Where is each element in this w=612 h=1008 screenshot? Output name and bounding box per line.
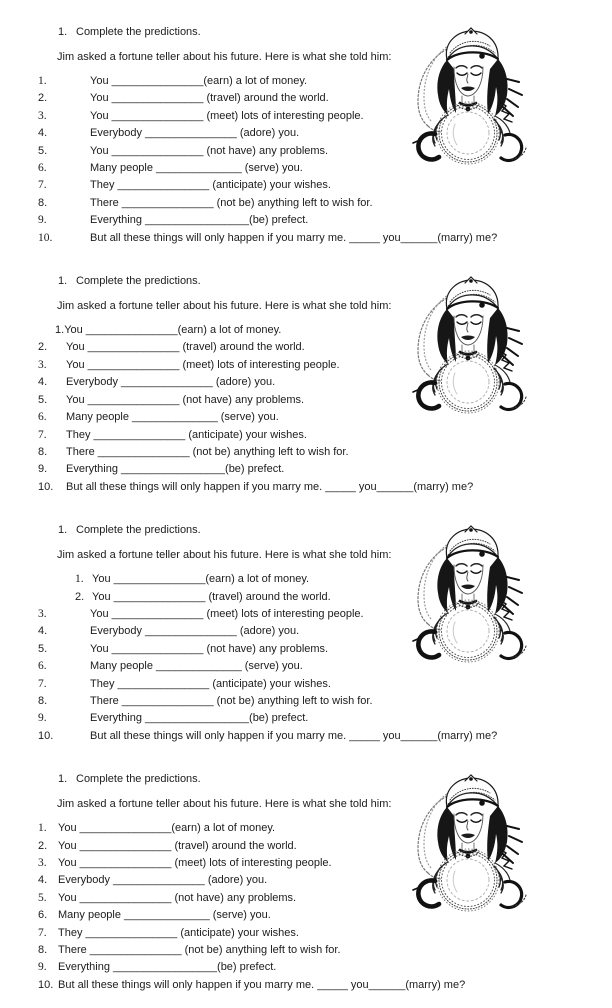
item-text: You _______________ (travel) around the world. [90, 92, 329, 105]
item-number: 10. [38, 978, 54, 991]
list-item [32, 942, 592, 959]
intro-text: Jim asked a fortune teller about his future. Here is what she told him: [57, 548, 392, 561]
item-number: 9. [38, 463, 48, 476]
list-item [32, 461, 592, 478]
intro-text: Jim asked a fortune teller about his future. Here is what she told him: [57, 299, 392, 312]
item-text: Many people ______________ (serve) you. [66, 411, 279, 424]
item-number: 2. [75, 590, 85, 603]
item-number: 1. [38, 75, 47, 87]
item-text: You _______________ (meet) lots of interesting people. [58, 857, 332, 869]
heading-number: 1. [58, 275, 68, 288]
item-text: Everything _________________(be) prefect. [90, 214, 309, 227]
item-number: 6. [38, 909, 48, 922]
heading-number: 1. [58, 773, 68, 786]
item-text: They _______________ (anticipate) your wishes. [66, 428, 307, 441]
heading-number: 1. [58, 524, 68, 537]
item-text: You _______________ (meet) lots of interesting people. [66, 358, 340, 371]
heading-text: Complete the predictions. [76, 773, 201, 786]
list-item [32, 676, 592, 693]
item-text: But all these things will only happen if you marry me. _____ you______(marry) me? [58, 978, 466, 991]
item-text: You _______________ (not have) any problems. [58, 891, 297, 904]
list-item [32, 977, 592, 994]
item-text: They _______________ (anticipate) your wishes. [90, 677, 331, 690]
item-number: 8. [38, 445, 48, 458]
item-number: 1. [55, 324, 65, 337]
item-number: 3. [38, 109, 47, 122]
item-number: 9. [38, 214, 47, 227]
fortune-teller-illustration [405, 525, 545, 665]
heading-number: 1. [58, 26, 68, 38]
item-number: 7. [38, 677, 47, 690]
item-number: 10. [38, 729, 54, 742]
item-number: 10. [38, 231, 53, 244]
item-text: Everybody _______________ (adore) you. [90, 127, 300, 140]
fortune-teller-illustration [405, 774, 545, 914]
heading-text: Complete the predictions. [76, 524, 201, 537]
item-number: 9. [38, 712, 47, 725]
item-text: You _______________(earn) a lot of money. [92, 573, 310, 586]
worksheet-section-4 [32, 771, 592, 994]
item-number: 6. [38, 411, 47, 424]
item-text: You _______________ (not have) any problems. [90, 144, 329, 157]
list-item [32, 427, 592, 444]
item-number: 4. [38, 376, 48, 389]
item-number: 2. [38, 839, 48, 852]
list-item [32, 479, 592, 496]
fortune-teller-illustration [405, 276, 545, 416]
worksheet-section-2 [32, 273, 592, 496]
list-item [32, 212, 592, 229]
item-text: Everything _________________(be) prefect. [66, 463, 285, 476]
item-number: 7. [38, 179, 47, 192]
item-number: 4. [38, 625, 48, 638]
list-item [32, 728, 592, 745]
intro-text: Jim asked a fortune teller about his future. Here is what she told him: [57, 797, 392, 810]
item-number: 9. [38, 961, 47, 974]
item-number: 7. [38, 428, 47, 441]
item-text: You _______________ (travel) around the world. [92, 590, 331, 603]
item-text: But all these things will only happen if you marry me. _____ you______(marry) me? [66, 480, 474, 493]
item-text: You _______________ (travel) around the world. [66, 341, 305, 354]
list-item [32, 959, 592, 976]
item-text: You _______________ (meet) lots of interesting people. [90, 607, 364, 620]
heading-text: Complete the predictions. [76, 275, 201, 288]
item-text: You _______________ (not have) any problems. [66, 393, 305, 406]
item-number: 1. [38, 822, 47, 835]
item-text: You _______________(earn) a lot of money. [64, 324, 282, 337]
worksheet-section-3 [32, 522, 592, 745]
item-number: 5. [38, 393, 48, 406]
item-number: 8. [38, 944, 48, 957]
item-text: There _______________ (not be) anything left to wish for. [58, 944, 341, 957]
item-number: 8. [38, 694, 48, 707]
item-number: 4. [38, 127, 48, 140]
item-text: Everybody _______________ (adore) you. [66, 376, 276, 389]
item-text: There _______________ (not be) anything left to wish for. [90, 196, 373, 209]
list-item [32, 925, 592, 942]
item-number: 5. [38, 891, 47, 904]
item-text: You _______________(earn) a lot of money. [58, 822, 276, 835]
list-item [32, 710, 592, 727]
item-text: There _______________ (not be) anything left to wish for. [66, 445, 349, 458]
item-number: 4. [38, 874, 48, 887]
item-number: 3. [38, 607, 47, 620]
item-number: 10. [38, 480, 54, 493]
item-text: But all these things will only happen if you marry me. _____ you______(marry) me? [90, 729, 498, 742]
item-text: You _______________(earn) a lot of money. [90, 75, 308, 87]
item-text: They _______________ (anticipate) your wishes. [90, 179, 331, 192]
item-number: 5. [38, 642, 48, 655]
list-item [32, 195, 592, 212]
item-number: 3. [38, 857, 47, 869]
item-text: There _______________ (not be) anything left to wish for. [90, 694, 373, 707]
item-text: Everybody _______________ (adore) you. [58, 874, 268, 887]
item-text: They _______________ (anticipate) your wishes. [58, 926, 299, 939]
list-item [32, 230, 592, 247]
item-text: You _______________ (travel) around the world. [58, 839, 297, 852]
fortune-teller-illustration [405, 27, 545, 167]
item-number: 6. [38, 162, 47, 175]
item-number: 7. [38, 926, 47, 939]
intro-text: Jim asked a fortune teller about his future. Here is what she told him: [57, 50, 392, 63]
item-text: Many people ______________ (serve) you. [58, 909, 271, 922]
item-text: Everything _________________(be) prefect. [58, 961, 277, 974]
item-text: You _______________ (meet) lots of interesting people. [90, 109, 364, 122]
item-number: 1. [75, 573, 84, 586]
item-number: 2. [38, 92, 48, 105]
item-text: Many people ______________ (serve) you. [90, 162, 303, 175]
item-text: Everything _________________(be) prefect. [90, 712, 309, 725]
item-text: Many people ______________ (serve) you. [90, 660, 303, 673]
item-text: But all these things will only happen if you marry me. _____ you______(marry) me? [90, 231, 498, 244]
item-number: 6. [38, 660, 47, 673]
item-number: 5. [38, 144, 48, 157]
item-number: 8. [38, 196, 48, 209]
item-text: Everybody _______________ (adore) you. [90, 625, 300, 638]
list-item [32, 444, 592, 461]
item-number: 2. [38, 341, 48, 354]
worksheet-section-1 [32, 24, 592, 247]
list-item [32, 177, 592, 194]
list-item [32, 693, 592, 710]
heading-text: Complete the predictions. [76, 26, 201, 38]
item-text: You _______________ (not have) any problems. [90, 642, 329, 655]
item-number: 3. [38, 358, 47, 371]
